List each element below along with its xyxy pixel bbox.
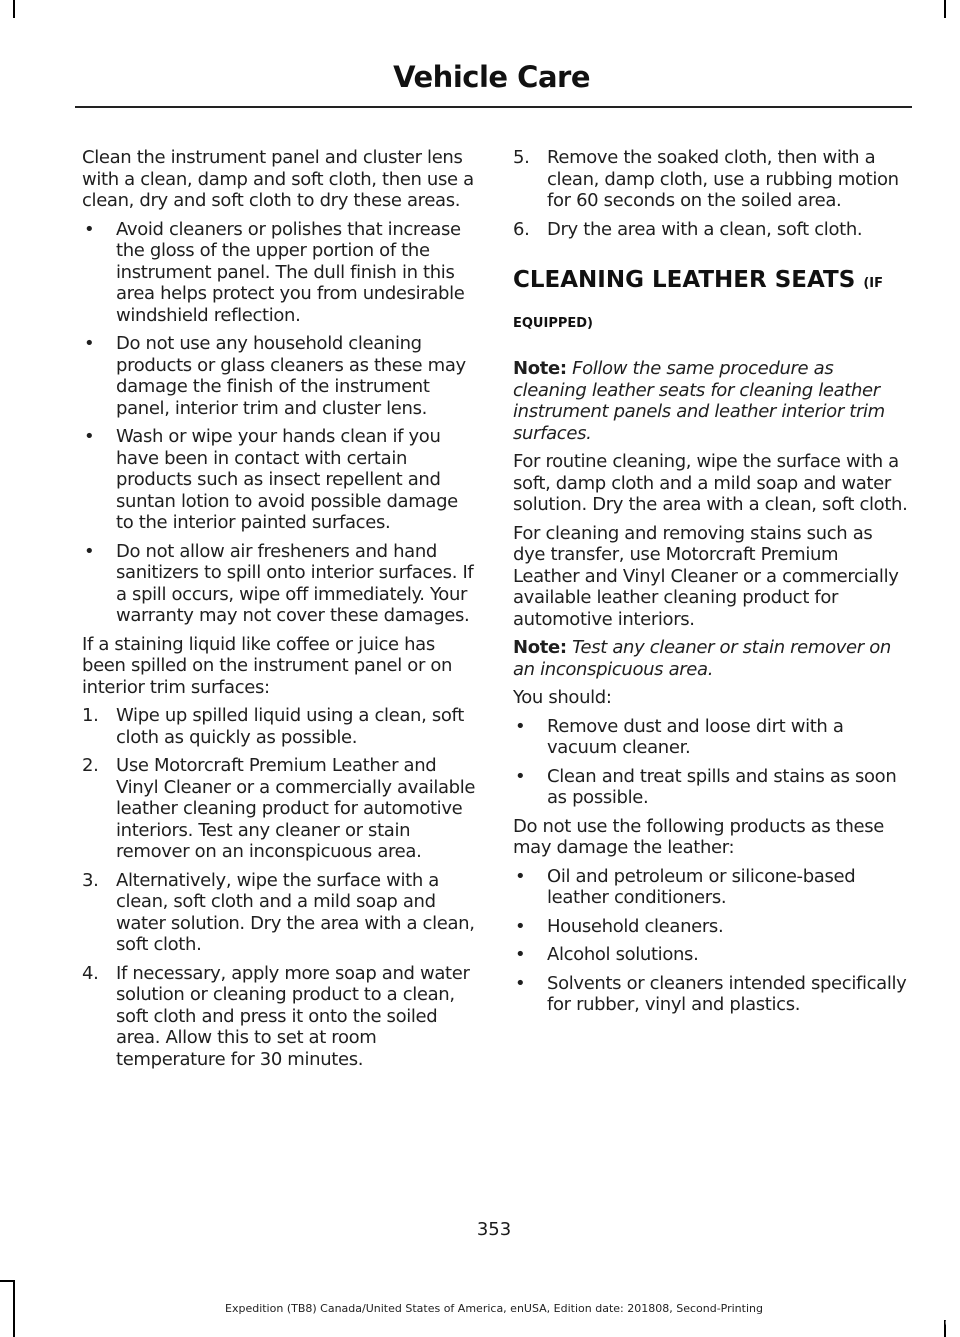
section-heading [513, 264, 909, 344]
section-title: CLEANING LEATHER SEATS [513, 267, 856, 293]
note-label: Note: [513, 637, 567, 658]
routine-paragraph: For routine cleaning, wipe the surface with a soft, damp cloth and a mild soap and water solution. Dry the area with a clean, soft cloth. [513, 451, 908, 515]
header-divider [75, 106, 912, 108]
note-paragraph [513, 358, 909, 444]
step-text: Alternatively, wipe the surface with a clean, soft cloth and a mild soap and water solution. Dry the area with a clean, soft cloth. [116, 869, 475, 955]
spill-steps-continued [513, 147, 909, 240]
list-item: • Do not allow air fresheners and hand sanitizers to spill onto interior surfaces. If a spill occurs, wipe off immediately. Your warranty may not cover these damages. [82, 541, 478, 627]
watermark: carmanualsonline.info [744, 1311, 957, 1333]
should-bullets [513, 716, 909, 809]
note-label: Note: [513, 358, 567, 379]
do-not-paragraph: Do not use the following products as these may damage the leather: [513, 815, 885, 858]
footer-edition-text: Expedition (TB8) Canada/United States of America, enUSA, Edition date: 201808, Second-Printing [225, 1302, 763, 1315]
list-item: • Clean and treat spills and stains as soon as possible. [513, 766, 909, 809]
step-item [82, 705, 478, 748]
list-item: • Alcohol solutions. [513, 944, 909, 966]
spill-intro-paragraph: If a staining liquid like coffee or juice has been spilled on the instrument panel or on interior trim surfaces: [82, 633, 453, 698]
step-number: 5. [513, 147, 530, 168]
left-column [82, 147, 478, 1077]
step-number: 6. [513, 218, 530, 240]
list-item: • Oil and petroleum or silicone-based leather conditioners. [513, 866, 909, 909]
right-column [513, 147, 909, 1023]
section-subtitle: (IF EQUIPPED) [513, 276, 883, 331]
step-number: 2. [82, 755, 99, 776]
step-item [82, 755, 478, 863]
page-number: 353 [476, 1219, 512, 1240]
you-should-paragraph: You should: [513, 687, 612, 708]
step-number: 3. [82, 869, 99, 891]
list-item: • Do not use any household cleaning products or glass cleaners as these may damage the finish of the instrument panel, interior trim and cluster lens. [82, 333, 478, 419]
step-text: Remove the soaked cloth, then with a clean, damp cloth, use a rubbing motion for 60 seconds on the soiled area. [547, 147, 899, 211]
intro-paragraph: Clean the instrument panel and cluster lens with a clean, damp and soft cloth, then use a clean, dry and soft cloth to dry these areas. [82, 147, 474, 211]
step-text: If necessary, apply more soap and water solution or cleaning product to a clean, soft cloth and press it onto the soiled area. Allow this to set at room temperature for 30 minutes. [116, 962, 470, 1070]
crop-mark-bottom-left-h [0, 1280, 15, 1282]
list-item: • Household cleaners. [513, 916, 909, 938]
list-item: • Remove dust and loose dirt with a vacuum cleaner. [513, 716, 909, 759]
step-item [82, 963, 478, 1071]
note-text: Follow the same procedure as cleaning leather seats for cleaning leather instrument panels and leather interior trim surfaces. [513, 358, 885, 444]
step-text: Wipe up spilled liquid using a clean, soft cloth as quickly as possible. [116, 705, 464, 748]
step-text: Use Motorcraft Premium Leather and Vinyl Cleaner or a commercially available leather cleaning product for automotive interiors. Test any cleaner or stain remover on an inconspicuous area. [116, 755, 476, 862]
crop-mark-top-left [13, 0, 15, 18]
avoid-bullets [513, 866, 909, 1016]
step-number: 4. [82, 962, 99, 984]
step-item [513, 219, 909, 241]
step-text: Dry the area with a clean, soft cloth. [547, 218, 863, 240]
note-text: Test any cleaner or stain remover on an inconspicuous area. [513, 637, 891, 680]
stains-paragraph: For cleaning and removing stains such as dye transfer, use Motorcraft Premium Leather and Vinyl Cleaner or a commercially available leather cleaning product for automotive interiors. [513, 522, 899, 630]
step-item [82, 870, 478, 956]
page-title: Vehicle Care [393, 60, 590, 94]
instrument-panel-bullets [82, 219, 478, 627]
list-item: • Avoid cleaners or polishes that increase the gloss of the upper portion of the instrument panel. The dull finish in this area helps protect you from undesirable windshield reflection. [82, 219, 478, 327]
step-item [513, 147, 909, 212]
list-item: • Wash or wipe your hands clean if you have been in contact with certain products such as insect repellent and suntan lotion to avoid possible damage to the interior painted surfaces. [82, 426, 478, 534]
crop-mark-top-right [944, 0, 946, 18]
note-paragraph [513, 637, 909, 680]
list-item: • Solvents or cleaners intended specifically for rubber, vinyl and plastics. [513, 973, 909, 1016]
spill-steps [82, 705, 478, 1070]
step-number: 1. [82, 705, 99, 726]
